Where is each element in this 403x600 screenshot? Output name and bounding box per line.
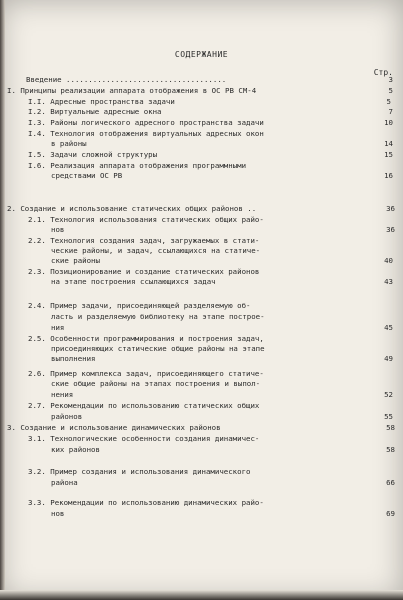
toc-entry-page: 36 bbox=[386, 204, 395, 213]
toc-entry bbox=[0, 423, 403, 433]
toc-entry-page: 49 bbox=[384, 354, 393, 363]
toc-entry bbox=[0, 323, 403, 333]
toc-entry bbox=[0, 354, 403, 364]
toc-entry-title: 2. Создание и использование статических общих районов .. bbox=[7, 204, 257, 213]
toc-entry-page: 40 bbox=[384, 256, 393, 265]
toc-entry-title: района bbox=[51, 478, 78, 487]
toc-entry bbox=[0, 467, 403, 477]
toc-entry-page: 66 bbox=[386, 478, 395, 487]
toc-entry-page: 5 bbox=[386, 97, 391, 106]
toc-entry bbox=[0, 369, 403, 379]
toc-entry-title: 2.5. Особенности программирования и построения задач, bbox=[28, 334, 264, 343]
toc-entry bbox=[0, 171, 403, 181]
toc-entry bbox=[0, 97, 403, 107]
toc-entry bbox=[0, 509, 403, 519]
toc-entry-title: ские районы bbox=[51, 256, 100, 265]
toc-entry bbox=[0, 344, 403, 354]
toc-entry bbox=[0, 256, 403, 266]
toc-entry-title: I.I. Адресные пространства задачи bbox=[28, 97, 175, 106]
toc-entry-title: 2.1. Технология использования статических общих райо- bbox=[28, 215, 264, 224]
toc-entry bbox=[0, 215, 403, 225]
toc-entry-title: районов bbox=[51, 412, 83, 421]
toc-entry bbox=[0, 118, 403, 128]
toc-entry bbox=[0, 334, 403, 344]
toc-entry-title: средствами ОС РВ bbox=[51, 171, 123, 180]
toc-entry-title: присоединяющих статические общие районы на этапе bbox=[51, 344, 265, 353]
toc-entry bbox=[0, 236, 403, 246]
toc-entry-title: I.3. Районы логического адресного пространства задачи bbox=[28, 118, 264, 127]
toc-entry bbox=[0, 267, 403, 277]
toc-entry-title: 3.2. Пример создания и использования динамического bbox=[28, 467, 251, 476]
toc-entry bbox=[0, 445, 403, 455]
toc-entry bbox=[0, 390, 403, 400]
toc-entry-title: 3.3. Рекомендации по использованию динамических райо- bbox=[28, 498, 264, 507]
toc-entry bbox=[0, 246, 403, 256]
toc-entry-page: 52 bbox=[384, 390, 393, 399]
toc-entry-page: 5 bbox=[388, 86, 393, 95]
toc-entry-title: ния bbox=[51, 323, 65, 332]
toc-entry-page: 15 bbox=[384, 150, 393, 159]
toc-entry bbox=[0, 412, 403, 422]
toc-entry bbox=[0, 379, 403, 389]
page-title: СОДЕРЖАНИЕ bbox=[174, 50, 229, 59]
toc-entry bbox=[0, 498, 403, 508]
toc-entry bbox=[0, 204, 403, 214]
toc-entry-title: выполнения bbox=[51, 354, 96, 363]
toc-entry-title: 2.7. Рекомендации по использованию статических общих bbox=[28, 401, 260, 410]
toc-entry-page: 36 bbox=[386, 225, 395, 234]
toc-entry bbox=[0, 301, 403, 311]
toc-entry-title: нов bbox=[51, 509, 65, 518]
toc-entry-page: 10 bbox=[384, 118, 393, 127]
toc-entry-title: в районы bbox=[51, 139, 87, 148]
toc-entry-title: I.2. Виртуальные адресные окна bbox=[28, 107, 162, 116]
toc-entry-title: ласть и разделяемую библиотеку на этапе построе- bbox=[51, 312, 265, 321]
toc-entry-title: на этапе построения ссылающихся задач bbox=[51, 277, 216, 286]
toc-entry bbox=[0, 139, 403, 149]
toc-entry-title: 2.6. Пример комплекса задач, присоединяющего статиче- bbox=[28, 369, 264, 378]
toc-entry-page: 7 bbox=[388, 107, 393, 116]
toc-entry-title: 2.4. Пример задачи, присоединяющей разделяемую об- bbox=[28, 301, 251, 310]
toc-entry bbox=[0, 107, 403, 117]
toc-entry-page: 58 bbox=[386, 445, 395, 454]
toc-entry-page: 45 bbox=[384, 323, 393, 332]
toc-entry bbox=[0, 75, 403, 85]
toc-entry-title: ские общие районы на этапах построения и выпол- bbox=[51, 379, 261, 388]
toc-entry bbox=[0, 312, 403, 322]
toc-entry bbox=[0, 401, 403, 411]
toc-entry-title: Введение .................................... bbox=[26, 75, 227, 84]
toc-entry-title: I.5. Задачи сложной структуры bbox=[28, 150, 158, 159]
toc-entry-title: нов bbox=[51, 225, 65, 234]
toc-entry-title: 3. Создание и использование динамических районов bbox=[7, 423, 221, 432]
toc-entry-page: 16 bbox=[384, 171, 393, 180]
toc-entry bbox=[0, 277, 403, 287]
toc-entry bbox=[0, 150, 403, 160]
toc-entry-title: I. Принципы реализации аппарата отображения в ОС РВ СМ-4 bbox=[7, 86, 257, 95]
toc-entry-title: 2.2. Технология создания задач, загружаемых в стати- bbox=[28, 236, 260, 245]
toc-entry-page: 3 bbox=[388, 75, 393, 84]
toc-entry-page: 69 bbox=[386, 509, 395, 518]
toc-entry-title: ких районов bbox=[51, 445, 100, 454]
toc-entry bbox=[0, 129, 403, 139]
toc-entry-title: ческие районы, и задач, ссылающихся на статиче- bbox=[51, 246, 261, 255]
toc-entry-title: 2.3. Позиционирование и создание статических районов bbox=[28, 267, 260, 276]
toc-entry-title: I.6. Реализация аппарата отображения программными bbox=[28, 161, 247, 170]
toc-entry-page: 14 bbox=[384, 139, 393, 148]
toc-entry bbox=[0, 478, 403, 488]
toc-entry-page: 55 bbox=[384, 412, 393, 421]
toc-entry bbox=[0, 225, 403, 235]
toc-entry-title: нения bbox=[51, 390, 74, 399]
toc-entry-title: I.4. Технология отображения виртуальных адресных окон bbox=[28, 129, 264, 138]
page-column-header: Стр. bbox=[373, 68, 393, 77]
toc-entry bbox=[0, 86, 403, 96]
toc-entry-page: 43 bbox=[384, 277, 393, 286]
toc-entry-page: 58 bbox=[386, 423, 395, 432]
toc-entry-title: 3.1. Технологические особенности создания динамичес- bbox=[28, 434, 260, 443]
toc-entry bbox=[0, 161, 403, 171]
toc-entry bbox=[0, 434, 403, 444]
